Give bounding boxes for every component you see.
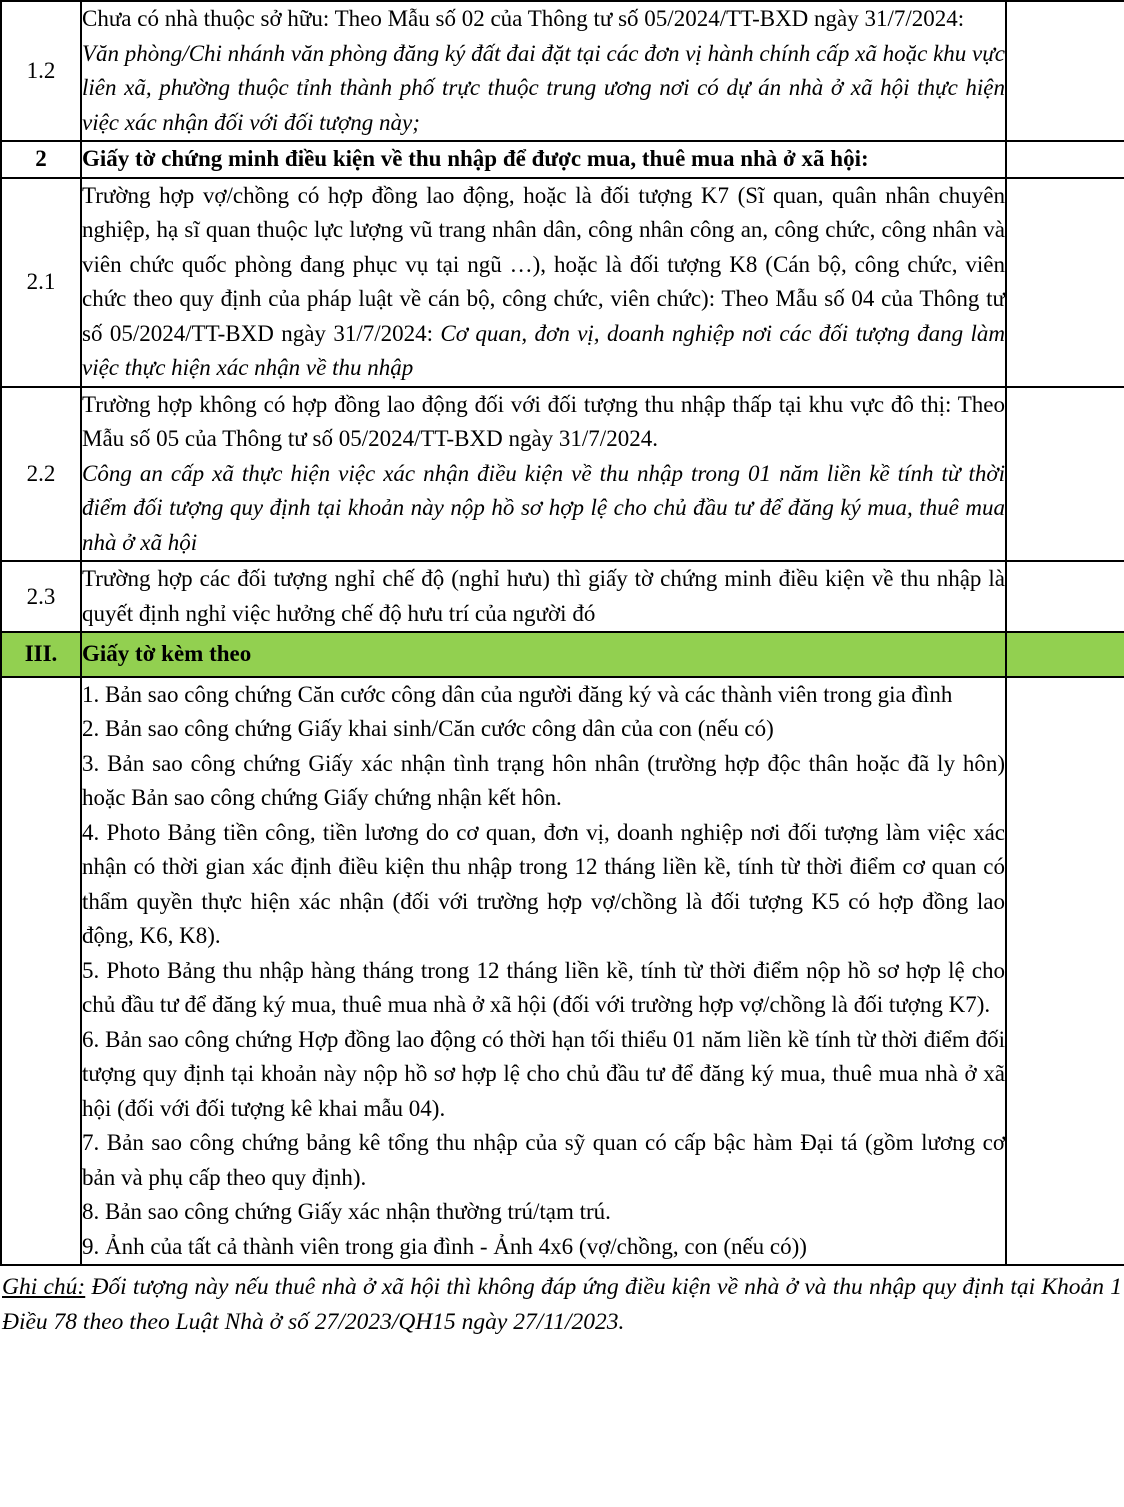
mark-cell xyxy=(1006,677,1124,1266)
text-segment: Trường hợp các đối tượng nghỉ chế độ (nghỉ hưu) thì giấy tờ chứng minh điều kiện về thu nhập là quyết định nghỉ việc hưởng chế độ hưu trí của người đó xyxy=(82,566,1005,626)
document-table-body xyxy=(1,1,1124,1265)
mark-cell xyxy=(1006,141,1124,178)
row-number-cell: 2.1 xyxy=(1,178,81,387)
row-content-cell xyxy=(81,632,1006,677)
text-segment: Trường hợp vợ/chồng có hợp đồng lao động, hoặc là đối tượng K7 (Sĩ quan, quân nhân chuyên nghiệp, hạ sĩ quan thuộc lực lượng vũ trang nhân dân, công nhân công an, công chức, công nhân và viên chức quốc phòng đang phục vụ tại ngũ …), hoặc là đối tượng K8 (Cán bộ, công chức, viên chức theo quy định của pháp luật về cán bộ, công chức, viên chức): Theo Mẫu số 04 của Thông tư số 05/2024/TT-BXD ngày 31/7/2024: xyxy=(82,182,1005,346)
text-segment: Công an cấp xã thực hiện việc xác nhận điều kiện về thu nhập trong 01 năm liền kề tính từ thời điểm đối tượng quy định tại khoản này nộp hồ sơ hợp lệ cho chủ đầu tư để đăng ký mua, thuê mua nhà ở xã hội xyxy=(82,460,1005,555)
mark-cell xyxy=(1006,561,1124,632)
text-segment: Giấy tờ chứng minh điều kiện về thu nhập để được mua, thuê mua nhà ở xã hội: xyxy=(82,146,869,171)
paragraph xyxy=(82,1195,1005,1230)
row-content-cell xyxy=(81,141,1006,178)
row-number-cell: 2.3 xyxy=(1,561,81,632)
mark-cell xyxy=(1006,387,1124,562)
text-segment: 8. Bản sao công chứng Giấy xác nhận thường trú/tạm trú. xyxy=(82,1199,611,1224)
table-row xyxy=(1,141,1124,178)
table-row xyxy=(1,677,1124,1266)
text-segment: Văn phòng/Chi nhánh văn phòng đăng ký đất đai đặt tại các đơn vị hành chính cấp xã hoặc khu vực liên xã, phường thuộc tỉnh thành phố trực thuộc trung ương nơi có dự án nhà ở xã hội thực hiện việc xác nhận đối với đối tượng này; xyxy=(82,40,1005,135)
paragraph xyxy=(82,562,1005,631)
paragraph xyxy=(82,747,1005,816)
table-row xyxy=(1,561,1124,632)
paragraph xyxy=(82,678,1005,713)
paragraph xyxy=(82,637,1005,672)
mark-cell xyxy=(1006,1,1124,141)
paragraph xyxy=(82,142,1005,177)
row-content-cell xyxy=(81,561,1006,632)
paragraph xyxy=(82,388,1005,457)
paragraph xyxy=(82,2,1005,37)
text-segment: Chưa có nhà thuộc sở hữu: Theo Mẫu số 02 của Thông tư số 05/2024/TT-BXD ngày 31/7/2024: xyxy=(82,6,965,31)
text-segment: 4. Photo Bảng tiền công, tiền lương do cơ quan, đơn vị, doanh nghiệp nơi đối tượng làm việc xác nhận có thời gian xác định điều kiện thu nhập trong 12 tháng liền kề, tính từ thời điểm cơ quan có thẩm quyền thực hiện xác nhận (đối với trường hợp vợ/chồng là đối tượng K5 có hợp đồng lao động, K6, K8). xyxy=(82,819,1005,948)
text-segment: 9. Ảnh của tất cả thành viên trong gia đình - Ảnh 4x6 (vợ/chồng, con (nếu có)) xyxy=(82,1233,807,1259)
text-segment: 3. Bản sao công chứng Giấy xác nhận tình trạng hôn nhân (trường hợp độc thân hoặc đã ly hôn) hoặc Bản sao công chứng Giấy chứng nhận kết hôn. xyxy=(82,750,1005,810)
table-row xyxy=(1,632,1124,677)
mark-cell xyxy=(1006,178,1124,387)
paragraph xyxy=(82,457,1005,561)
paragraph xyxy=(82,1023,1005,1127)
footnote-text: Đối tượng này nếu thuê nhà ở xã hội thì không đáp ứng điều kiện về nhà ở và thu nhập quy định tại Khoản 1 Điều 78 theo theo Luật Nhà ở số 27/2023/QH15 ngày 27/11/2023. xyxy=(2,1274,1122,1335)
mark-cell xyxy=(1006,632,1124,677)
text-segment: 7. Bản sao công chứng bảng kê tổng thu nhập của sỹ quan có cấp bậc hàm Đại tá (gồm lương cơ bản và phụ cấp theo quy định). xyxy=(82,1130,1005,1190)
table-row xyxy=(1,1,1124,141)
row-number-cell: 2.2 xyxy=(1,387,81,562)
text-segment: Giấy tờ kèm theo xyxy=(82,641,252,666)
footnote-label: Ghi chú: xyxy=(2,1274,86,1300)
table-row xyxy=(1,387,1124,562)
row-content-cell xyxy=(81,387,1006,562)
paragraph xyxy=(82,179,1005,386)
row-content-cell xyxy=(81,677,1006,1266)
text-segment: Cơ quan, đơn vị, doanh nghiệp nơi các đối tượng đang làm việc thực hiện xác nhận về thu nhập xyxy=(82,320,1005,380)
table-row xyxy=(1,178,1124,387)
text-segment: 6. Bản sao công chứng Hợp đồng lao động có thời hạn tối thiểu 01 năm liền kề tính từ thời điểm đối tượng quy định tại khoản này nộp hồ sơ hợp lệ cho chủ đầu tư để đăng ký mua, thuê mua nhà ở xã hội (đối với đối tượng kê khai mẫu 04). xyxy=(82,1026,1005,1121)
paragraph xyxy=(82,816,1005,954)
paragraph xyxy=(82,37,1005,141)
row-number-cell: 2 xyxy=(1,141,81,178)
text-segment: 5. Photo Bảng thu nhập hàng tháng trong 12 tháng liền kề, tính từ thời điểm nộp hồ sơ hợp lệ cho chủ đầu tư để đăng ký mua, thuê mua nhà ở xã hội (đối với trường hợp vợ/chồng là đối tượng K7). xyxy=(82,957,1005,1017)
row-content-cell xyxy=(81,178,1006,387)
paragraph xyxy=(82,1230,1005,1265)
row-content-cell xyxy=(81,1,1006,141)
paragraph xyxy=(82,1126,1005,1195)
text-segment: 2. Bản sao công chứng Giấy khai sinh/Căn cước công dân của con (nếu có) xyxy=(82,716,774,741)
text-segment: Trường hợp không có hợp đồng lao động đối với đối tượng thu nhập thấp tại khu vực đô thị: Theo Mẫu số 05 của Thông tư số 05/2024/TT-BXD ngày 31/7/2024. xyxy=(82,391,1005,451)
paragraph xyxy=(82,712,1005,747)
row-number-cell xyxy=(1,677,81,1266)
paragraph xyxy=(82,954,1005,1023)
row-number-cell: III. xyxy=(1,632,81,677)
footnote xyxy=(2,1270,1122,1340)
row-number-cell: 1.2 xyxy=(1,1,81,141)
text-segment: 1. Bản sao công chứng Căn cước công dân của người đăng ký và các thành viên trong gia đình xyxy=(82,681,953,707)
